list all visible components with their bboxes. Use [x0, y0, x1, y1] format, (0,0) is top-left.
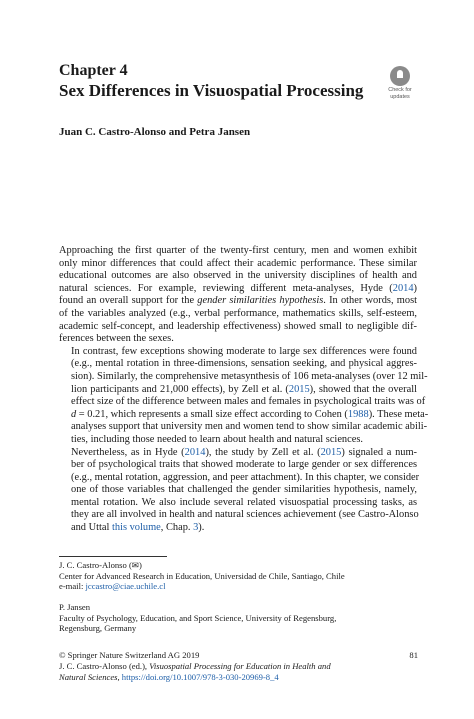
affiliation-name: J. C. Castro-Alonso (✉)	[59, 560, 142, 570]
text-span: ) signaled a num-	[341, 446, 417, 458]
citation-prefix: J. C. Castro-Alonso (ed.),	[59, 661, 150, 671]
email-link[interactable]: jccastro@ciae.uchile.cl	[85, 581, 166, 592]
email-label: e-mail:	[59, 581, 86, 592]
text-span: = 0.21, which represents a small size effect according to Cohen (	[76, 408, 348, 420]
text-line: ties, including those needed to learn about health and natural sciences.	[71, 433, 363, 445]
text-line: (e.g., mental rotation, aggression, and peer attachment). In this chapter, we consider	[71, 471, 420, 483]
citation-line-2	[59, 672, 417, 683]
text-line	[59, 447, 417, 460]
book-title-part2: Natural Sciences	[59, 672, 118, 682]
emphasis-gender-similarities: gender similarities hypothesis	[197, 295, 324, 307]
text-line	[59, 295, 417, 308]
affiliation-1	[59, 560, 419, 592]
text-line: mental rotation. We also include several related visuospatial processing tasks, as	[71, 496, 417, 508]
text-line: (e.g., mental rotation in three-dimensions, sensation seeking, and physical aggres-	[71, 358, 417, 370]
paragraph-2	[59, 345, 429, 447]
text-line: one of those variables that challenged the gender similarities hypothesis, namely,	[71, 484, 417, 496]
affiliation-email-line	[59, 581, 419, 592]
text-line	[59, 283, 417, 296]
chapter-authors: Juan C. Castro-Alonso and Petra Jansen	[59, 126, 251, 138]
chapter-title: Sex Differences in Visuospatial Processing	[59, 81, 364, 100]
text-line: analyses support that university men and women tend to show similar academic abili-	[71, 421, 428, 433]
badge-text-line1: Check for	[388, 87, 412, 93]
citation-link-hyde-2014[interactable]: 2014	[184, 446, 206, 458]
text-line: they are all involved in health and natural sciences achievement (see Castro-Alonso	[71, 509, 419, 521]
effect-size-symbol: d	[71, 408, 77, 420]
affiliation-name: P. Jansen	[59, 602, 91, 612]
footnote-divider	[59, 556, 167, 557]
citation-separator: ,	[117, 672, 122, 682]
text-line: sion). Similarly, the comprehensive metasynthesis of 106 meta-analyses (over 12 mil-	[71, 370, 428, 382]
citation-line	[59, 661, 417, 672]
text-line	[59, 384, 417, 397]
page-number: 81	[409, 650, 418, 660]
chapter-3-link[interactable]: 3	[193, 522, 199, 534]
citation-link-zell-2015[interactable]: 2015	[288, 383, 310, 395]
text-span: ). These meta-	[368, 408, 429, 420]
text-span: . In other words, most	[323, 295, 417, 307]
affiliation-institution-cont: Regensburg, Germany	[59, 623, 137, 634]
doi-link[interactable]: https://doi.org/10.1007/978-3-030-20969-8_4	[121, 672, 279, 682]
this-volume-link[interactable]: this volume	[111, 522, 161, 534]
crossmark-icon	[390, 66, 410, 86]
citation-link-zell-2015[interactable]: 2015	[320, 446, 342, 458]
text-span: ), the study by Zell et al. (	[205, 446, 321, 458]
badge-text-line2: updates	[390, 94, 410, 100]
text-span: natural sciences. For example, reviewing different meta-analyses, Hyde (	[59, 282, 393, 294]
paragraph-3	[59, 446, 420, 535]
paragraph-1	[59, 245, 417, 346]
chapter-label: Chapter 4	[59, 62, 128, 79]
text-line: effect size of the difference between males and females in psychological traits was of	[71, 396, 426, 408]
affiliation-2	[59, 602, 419, 634]
text-span: Nevertheless, as in Hyde (	[71, 446, 185, 458]
text-span: )	[413, 282, 417, 294]
citation-link-cohen-1988[interactable]: 1988	[347, 408, 369, 420]
text-line	[59, 408, 429, 422]
text-span: and Uttal	[71, 522, 112, 534]
text-span: found an overall support for the	[59, 295, 198, 307]
text-line: only minor differences that could affect their academic performance. These similar	[59, 257, 417, 269]
text-line: Approaching the first quarter of the twenty-first century, men and women exhibit	[59, 245, 417, 256]
text-line: academic self-concept, and leadership effectiveness) showed small to negligible dif-	[59, 320, 417, 332]
chapter-body	[59, 245, 429, 535]
book-title-part1: Visuospatial Processing for Education in Health and	[149, 661, 331, 671]
text-span: lion participants and 21,000 effects), by Zell et al. (	[71, 383, 289, 395]
text-line: In contrast, few exceptions showing moderate to large sex differences were found	[71, 345, 417, 357]
text-line: ber of psychological traits that showed moderate to large gender or sex differences	[71, 459, 417, 471]
page-footer	[59, 650, 417, 683]
text-line: educational outcomes are also observed in the university disciplines of health and	[59, 270, 417, 282]
affiliation-institution: Faculty of Psychology, Education, and Sport Science, University of Regensburg,	[59, 612, 337, 623]
text-line	[59, 522, 417, 535]
copyright-line: © Springer Nature Switzerland AG 2019	[59, 650, 200, 660]
text-line: of the variables analyzed (e.g., verbal performance, mathematics skills, self-esteem,	[59, 307, 417, 319]
text-span: , Chap.	[160, 522, 194, 534]
affiliation-institution: Center for Advanced Research in Education, Universidad de Chile, Santiago, Chile	[59, 570, 345, 581]
text-span: ), showed that the overall	[309, 383, 417, 395]
text-line: ferences between the sexes.	[59, 333, 174, 345]
text-span: ).	[198, 522, 205, 534]
citation-link-hyde-2014[interactable]: 2014	[392, 282, 414, 294]
check-for-updates-badge[interactable]	[379, 66, 421, 102]
